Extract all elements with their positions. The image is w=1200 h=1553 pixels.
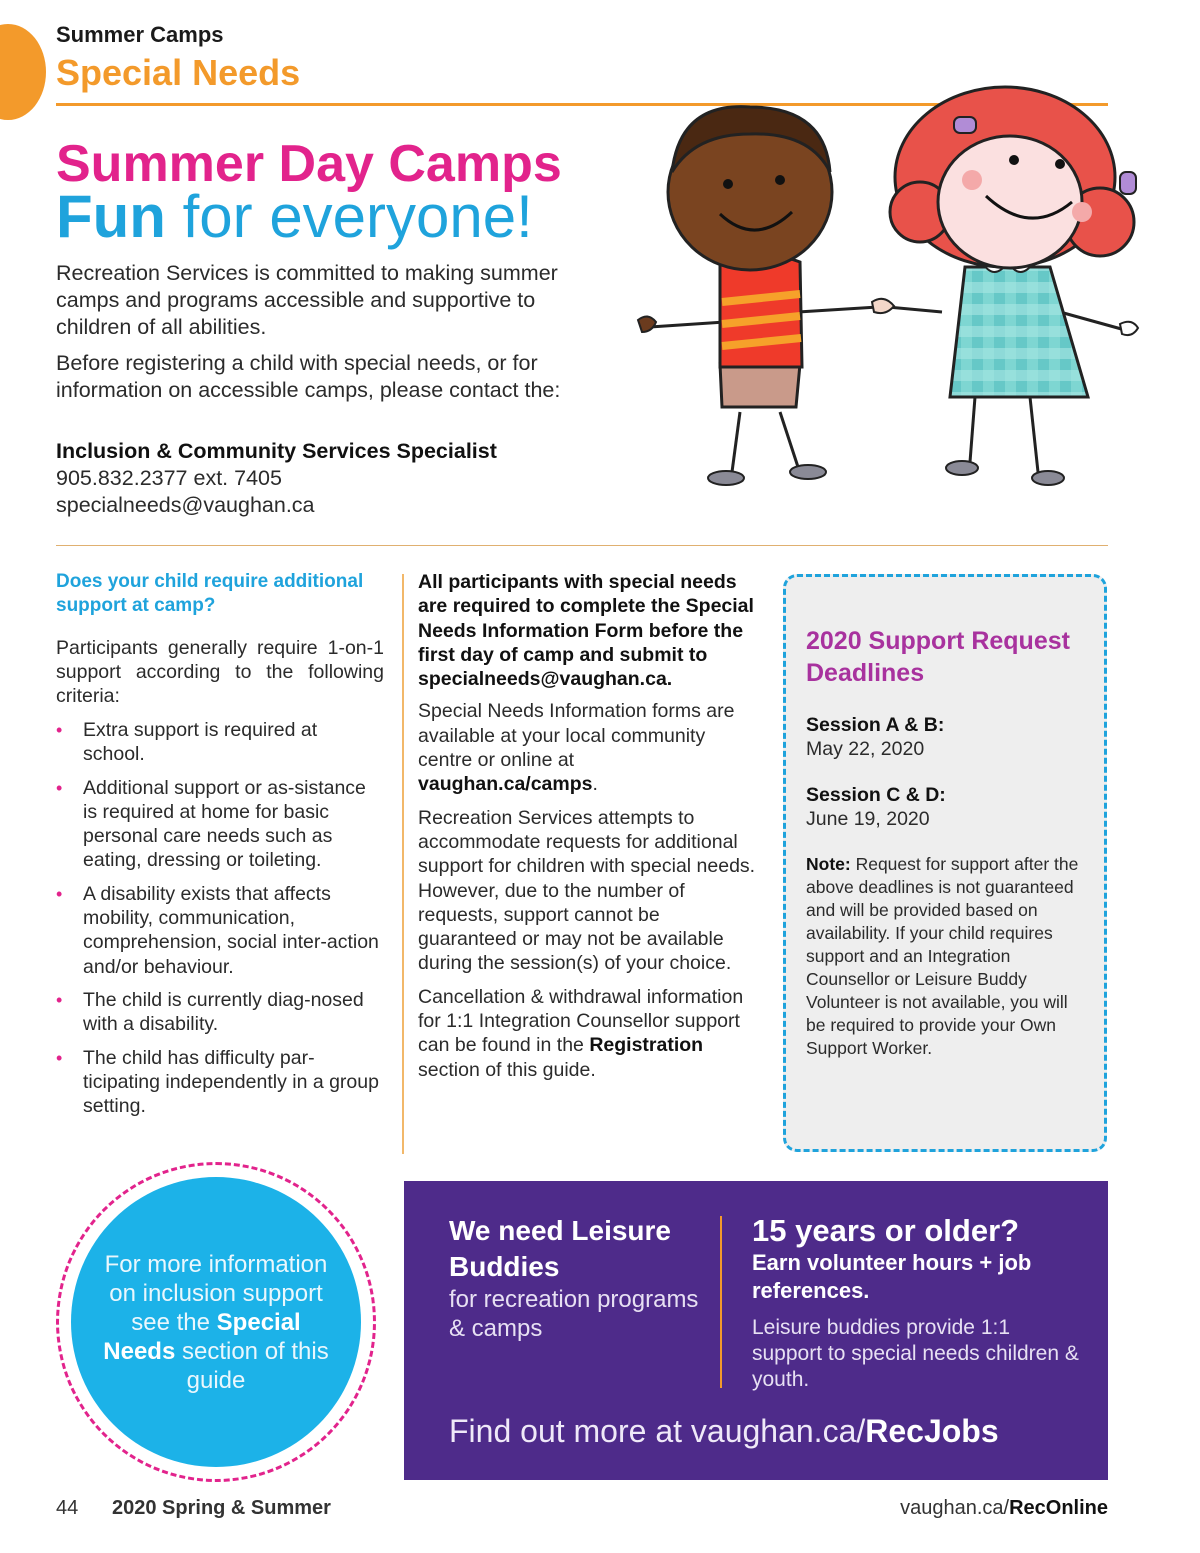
deadlines-note: Note: Request for support after the above deadlines is not guaranteed and will be provided based on availability. If your child requires support and an Integration Counsellor or Leisure Buddy Volunteer is not available, you will be required to provide your Own Support Worker. — [806, 854, 1079, 1058]
criteria-column — [56, 570, 384, 1127]
note-label: Note: — [806, 854, 851, 874]
panel-left-sub: for recreation programs & camps — [449, 1286, 699, 1342]
hero-title: Summer Day Camps — [56, 135, 562, 193]
list-item: • The child is currently diag-nosed with a disability. — [56, 988, 364, 1036]
requirements-column — [418, 570, 756, 1091]
bullet-icon: • — [56, 720, 63, 740]
section-kicker: Summer Camps — [56, 22, 224, 47]
callout-bold: Special Needs — [103, 1308, 301, 1365]
list-item: • Additional support or as-sistance is required at home for basic personal care needs such as eating, dressing or toileting. — [56, 776, 366, 872]
intro-paragraph-1: Recreation Services is committed to making summer camps and programs accessible and supportive to children of all abilities. — [56, 261, 558, 339]
panel-right-body: Leisure buddies provide 1:1 support to special needs children & youth. — [752, 1316, 1079, 1391]
attempts-paragraph: Recreation Services attempts to accommodate requests for additional support for children with special needs. However, due to the number of requests, support cannot be guaranteed or may not be available during the session(s) of your choice. — [418, 806, 756, 975]
intro-paragraph-2: Before registering a child with special needs, or for information on accessible camps, please contact the: — [56, 351, 561, 402]
session-label: Session C & D: — [806, 784, 946, 806]
contact-role: Inclusion & Community Services Specialist — [56, 439, 497, 463]
bullet-icon: • — [56, 883, 63, 904]
section-title: Special Needs — [56, 52, 301, 93]
panel-right-sub: Earn volunteer hours + job references. — [752, 1250, 1032, 1303]
reconline-link[interactable]: vaughan.ca/RecOnline — [900, 1497, 1108, 1519]
cancellation-paragraph: Cancellation & withdrawal information for 1:1 Integration Counsellor support can be found in the Registration section of this guide. — [418, 985, 744, 1081]
leisure-buddies-panel — [404, 1181, 1108, 1480]
session-label: Session A & B: — [806, 714, 945, 736]
panel-right — [752, 1213, 1082, 1393]
panel-left — [449, 1213, 709, 1343]
bullet-icon: • — [56, 989, 63, 1010]
bullet-icon: • — [56, 777, 63, 798]
list-item: • The child has difficulty par-ticipating independently in a group setting. — [56, 1046, 379, 1118]
list-item: • A disability exists that affects mobility, communication, comprehension, social inter-action and/or behaviour. — [56, 882, 379, 978]
panel-divider — [720, 1216, 722, 1388]
kids-holding-hands-illustration — [620, 62, 1165, 502]
panel-left-heading: We need Leisure Buddies — [449, 1215, 672, 1282]
criteria-question: Does your child require additional support at camp? — [56, 571, 364, 616]
forms-paragraph: Special Needs Information forms are available at your local community centre or online at vaughan.ca/camps. — [418, 700, 735, 796]
contact-block — [56, 438, 497, 519]
hero-subtitle-bold: Fun — [56, 183, 166, 250]
issue-title: 2020 Spring & Summer — [112, 1497, 331, 1519]
hero-subtitle-rest: for everyone! — [165, 183, 533, 250]
deadlines-box — [783, 574, 1107, 1152]
registration-ref: Registration — [589, 1034, 704, 1057]
inclusion-callout — [71, 1177, 361, 1467]
camps-link[interactable]: vaughan.ca/camps — [418, 773, 593, 796]
criteria-lead: Participants generally require 1-on-1 support according to the following criteria: — [56, 637, 384, 707]
session-date: May 22, 2020 — [806, 738, 925, 760]
criteria-list — [56, 718, 384, 1118]
girl-figure — [872, 87, 1138, 485]
boy-figure — [638, 107, 878, 485]
intro-text — [56, 260, 596, 413]
page-number: 44 — [56, 1497, 79, 1519]
panel-right-heading: 15 years or older? — [752, 1213, 1020, 1248]
column-divider — [402, 574, 404, 1154]
contact-email[interactable]: specialneeds@vaughan.ca — [56, 493, 315, 517]
list-item: • Extra support is required at school. — [56, 719, 318, 766]
callout-text: For more information on inclusion support see the Special Needs section of this guide — [103, 1250, 329, 1394]
requirements-lead: All participants with special needs are required to complete the Special Needs Information Form before the first day of camp and submit to specialneeds@vaughan.ca. — [418, 571, 754, 691]
bullet-icon: • — [56, 1047, 63, 1068]
deadlines-title: 2020 Support Request Deadlines — [806, 627, 1070, 687]
recjobs-link[interactable]: Find out more at vaughan.ca/RecJobs — [449, 1413, 999, 1449]
hero-subtitle — [56, 182, 533, 251]
section-tab-marker — [0, 24, 46, 120]
section-divider — [56, 545, 1108, 546]
session-date: June 19, 2020 — [806, 808, 930, 830]
contact-phone[interactable]: 905.832.2377 ext. 7405 — [56, 466, 282, 490]
